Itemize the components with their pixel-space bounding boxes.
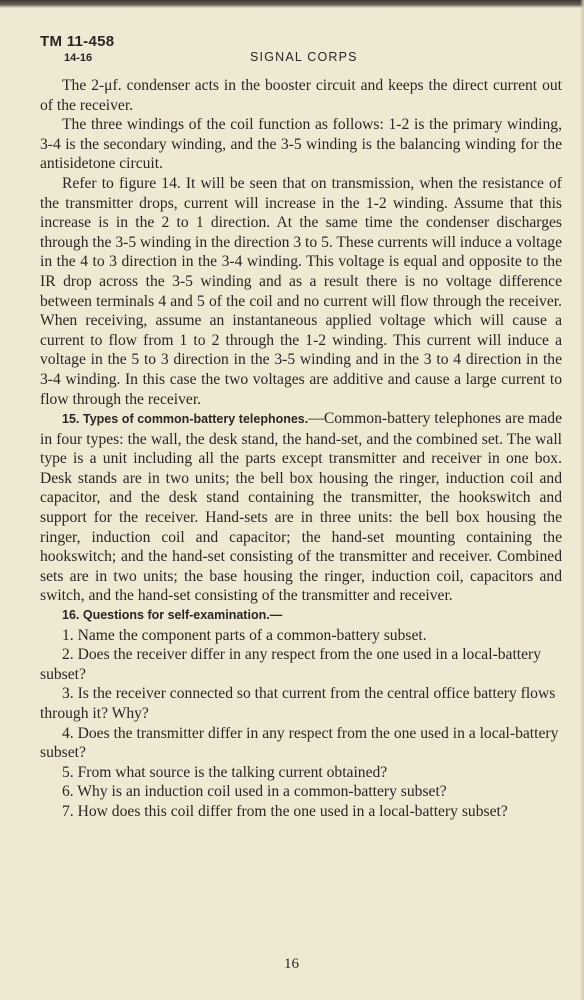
paragraph-figure-14: Refer to figure 14. It will be seen that on transmission, when the resistance of the transmitter drops, current will increase in the 1-2 winding. Assume that this increase is in the 2 to 1 direction. At the same time the condenser discharges through the 3-5 winding in the direction 3 to 5. These currents will induce a voltage in the 4 to 3 direction in the 3-4 winding. This voltage is equal and opposite to the IR drop across the 3-5 winding and as a result there is no voltage difference between terminals 4 and 5 of the coil and no current will flow through the receiver. When receiving, assume an instantaneous applied voltage which will cause a current to flow from 1 to 2 through the 1-2 winding. This current will induce a voltage in the 5 to 3 direction in the 3-5 winding and in the 3 to 4 direction in the 3-4 winding. In this case the two voltages are additive and cause a large current to flow through the receiver. xyxy=(40,174,562,408)
page-right-edge xyxy=(580,0,584,1000)
page-body xyxy=(40,76,562,822)
section-15-heading: 15. Types of common-battery telephones. xyxy=(62,412,309,427)
question-item: 2. Does the receiver differ in any respect from the one used in a local-battery subset? xyxy=(40,646,542,683)
question-item: 7. How does this coil differ from the one used in a local-battery subset? xyxy=(62,802,508,820)
paragraph-windings: The three windings of the coil function as follows: 1-2 is the primary winding, 3-4 is the secondary winding, and the 3-5 winding is the balancing winding for the antisidetone circuit. xyxy=(40,116,562,173)
paragraph-condenser: The 2-μf. condenser acts in the booster circuit and keeps the direct current out of the receiver. xyxy=(40,77,562,114)
section-15-text: —Common-battery telephones are made in four types: the wall, the desk stand, the hand-set, and the combined set. The wall type is a unit including all the parts except transmitter and receiver in one box. Desk stands are in two units; the bell box housing the ringer, induction coil and capacitor, and the desk stand containing the transmitter, the hookswitch and support for the receiver. Hand-sets are in three units: the bell box housing the ringer, induction coil and capacitor; the hand-set mounting containing the hookswitch; and the hand-set consisting of the transmitter and receiver. Combined sets are in two units; the base housing the ringer, induction coil, capacitors and switch, and the hand-set consisting of the transmitter and receiver. xyxy=(40,410,562,605)
section-16-heading: 16. Questions for self-examination.— xyxy=(62,608,283,623)
question-item: 3. Is the receiver connected so that current from the central office battery flows through it? Why? xyxy=(40,685,556,722)
page-number: 16 xyxy=(284,956,299,972)
section-range: 14-16 xyxy=(64,52,93,64)
question-item: 6. Why is an induction coil used in a common-battery subset? xyxy=(62,783,447,801)
page-top-edge xyxy=(0,0,584,8)
question-item: 5. From what source is the talking current obtained? xyxy=(62,763,388,781)
manual-number: TM 11-458 xyxy=(40,33,115,50)
running-head: SIGNAL CORPS xyxy=(250,50,358,64)
section-15-paragraph xyxy=(40,409,562,606)
question-item: 1. Name the component parts of a common-battery subset. xyxy=(62,626,427,644)
question-item: 4. Does the transmitter differ in any respect from the one used in a local-battery subset? xyxy=(40,724,559,762)
